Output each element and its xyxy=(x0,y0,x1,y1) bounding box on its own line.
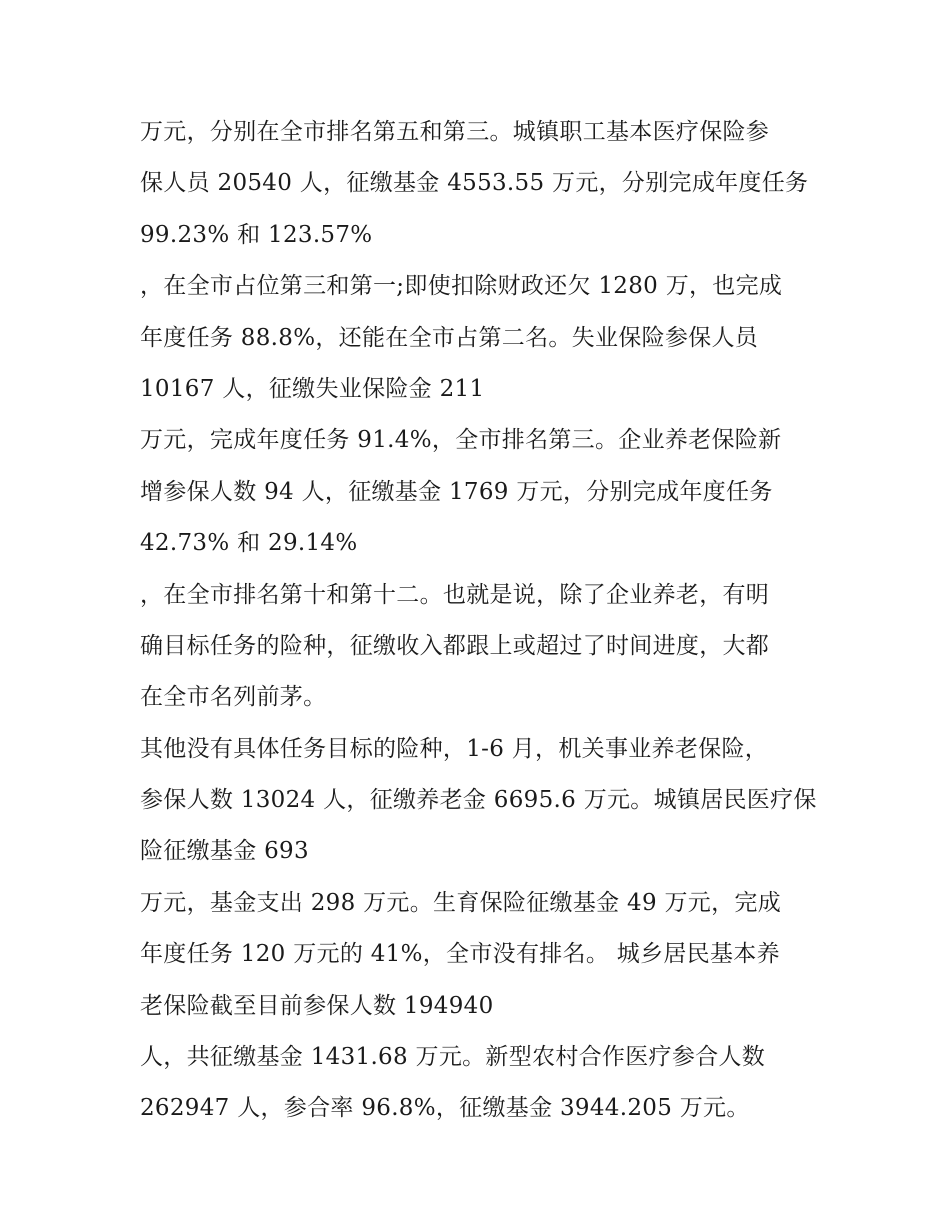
text-line: 年度任务 120 万元的 41%，全市没有排名。 城乡居民基本养 xyxy=(140,941,780,968)
text-line: 增参保人数 94 人，征缴基金 1769 万元，分别完成年度任务 xyxy=(140,478,773,505)
text-line: 万元，基金支出 298 万元。生育保险征缴基金 49 万元，完成 xyxy=(140,889,782,916)
text-line: 其他没有具体任务目标的险种，1-6 月，机关事业养老保险， xyxy=(140,735,769,762)
text-line: 确目标任务的险种，征缴收入都跟上或超过了时间进度，大都 xyxy=(140,632,770,659)
text-line: 保人员 20540 人，征缴基金 4553.55 万元，分别完成年度任务 xyxy=(140,170,809,197)
text-line: 在全市名列前茅。 xyxy=(140,684,327,711)
text-line: 参保人数 13024 人，征缴养老金 6695.6 万元。城镇居民医疗保 xyxy=(140,787,817,814)
document-body xyxy=(140,107,840,1135)
text-line: 万元，完成年度任务 91.4%，全市排名第三。企业养老保险新 xyxy=(140,427,782,454)
text-line: ，在全市排名第十和第十二。也就是说，除了企业养老，有明 xyxy=(140,581,770,608)
text-line: 42.73% 和 29.14% xyxy=(140,530,358,557)
text-line: 老保险截至目前参保人数 194940 xyxy=(140,992,494,1019)
text-line: 262947 人，参合率 96.8%，征缴基金 3944.205 万元。 xyxy=(140,1095,750,1122)
text-line: 年度任务 88.8%，还能在全市占第二名。失业保险参保人员 xyxy=(140,324,759,351)
text-line: 10167 人，征缴失业保险金 211 xyxy=(140,375,485,402)
text-line: ，在全市占位第三和第一;即使扣除财政还欠 1280 万，也完成 xyxy=(140,273,783,300)
text-line: 人，共征缴基金 1431.68 万元。新型农村合作医疗参合人数 xyxy=(140,1044,766,1071)
text-line: 99.23% 和 123.57% xyxy=(140,221,373,248)
text-line: 万元，分别在全市排名第五和第三。城镇职工基本医疗保险参 xyxy=(140,119,770,145)
text-line: 险征缴基金 693 xyxy=(140,838,309,865)
